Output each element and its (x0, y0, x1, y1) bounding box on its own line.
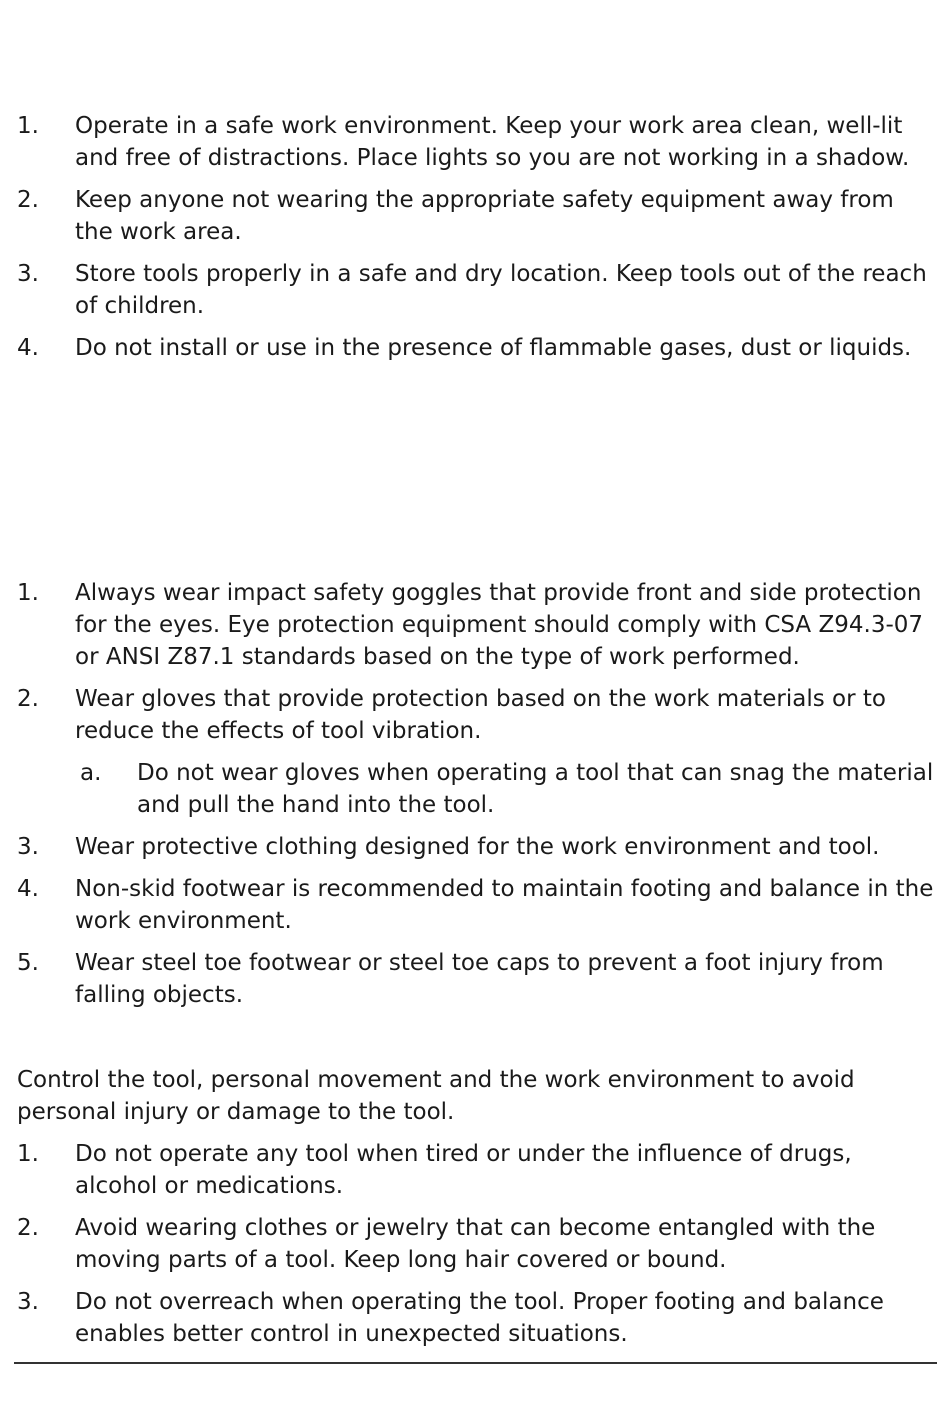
list-item (0, 683, 950, 747)
footer-divider (14, 1362, 937, 1364)
item-number: 4. (17, 876, 39, 902)
sub-list-item (0, 757, 950, 821)
sub-item-letter: a. (80, 760, 102, 786)
item-number: 2. (17, 1215, 39, 1241)
item-text: Do not overreach when operating the tool. Proper footing and balance enables better control in unexpected situations. (75, 1289, 884, 1347)
item-text: Wear steel toe footwear or steel toe caps to prevent a foot injury from falling objects. (75, 950, 884, 1008)
list-item (0, 1286, 950, 1350)
list-item (0, 873, 950, 937)
item-text: Always wear impact safety goggles that provide front and side protection for the eyes. Eye protection equipment should comply with CSA Z94.3-07 or ANSI Z87.1 standards based on the type of work performed. (75, 580, 924, 670)
item-number: 1. (17, 113, 39, 139)
item-text: Do not operate any tool when tired or under the influence of drugs, alcohol or medications. (75, 1141, 852, 1199)
list-item (0, 831, 950, 863)
item-number: 4. (17, 335, 39, 361)
item-text: Avoid wearing clothes or jewelry that can become entangled with the moving parts of a tool. Keep long hair covered or bound. (75, 1215, 876, 1273)
item-number: 1. (17, 580, 39, 606)
item-text: Non-skid footwear is recommended to maintain footing and balance in the work environment. (75, 876, 934, 934)
item-number: 1. (17, 1141, 39, 1167)
personal-conduct-section (0, 1064, 950, 1360)
section-intro: Control the tool, personal movement and the work environment to avoid personal injury or damage to the tool. (17, 1067, 855, 1125)
item-number: 3. (17, 1289, 39, 1315)
work-area-list (0, 110, 950, 374)
list-item (0, 258, 950, 322)
list-item (0, 947, 950, 1011)
list-item (0, 184, 950, 248)
item-number: 2. (17, 187, 39, 213)
item-text: Store tools properly in a safe and dry location. Keep tools out of the reach of children. (75, 261, 927, 319)
sub-item-text: Do not wear gloves when operating a tool that can snag the material and pull the hand into the tool. (137, 760, 934, 818)
item-text: Keep anyone not wearing the appropriate safety equipment away from the work area. (75, 187, 894, 245)
list-item (0, 332, 950, 364)
item-text: Do not install or use in the presence of flammable gases, dust or liquids. (75, 335, 912, 361)
list-item (0, 1138, 950, 1202)
list-item (0, 577, 950, 673)
list-item (0, 1212, 950, 1276)
item-text: Wear protective clothing designed for the work environment and tool. (75, 834, 880, 860)
item-text: Wear gloves that provide protection based on the work materials or to reduce the effects of tool vibration. (75, 686, 886, 744)
personal-safety-list (0, 577, 950, 1021)
item-number: 3. (17, 834, 39, 860)
item-number: 2. (17, 686, 39, 712)
item-number: 3. (17, 261, 39, 287)
list-item (0, 110, 950, 174)
item-text: Operate in a safe work environment. Keep your work area clean, well-lit and free of distractions. Place lights so you are not working in a shadow. (75, 113, 910, 171)
item-number: 5. (17, 950, 39, 976)
